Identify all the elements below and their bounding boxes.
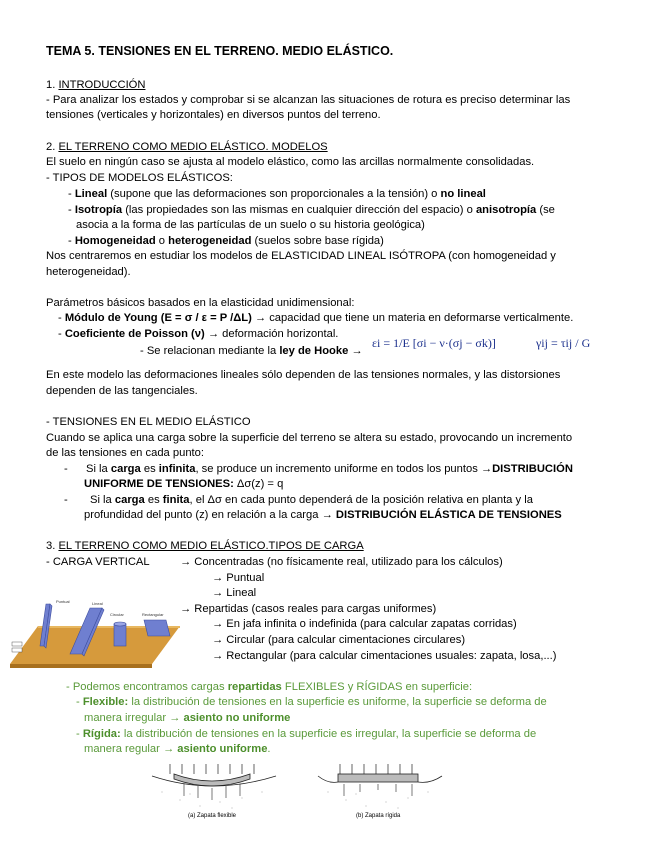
paragraph-line: dependen de las tangenciales. (46, 385, 198, 397)
load-strip: → En jafa infinita o indefinida (para calcular zapatas corridas) (212, 618, 517, 630)
bullet-finite-load-cont: profundidad del punto (z) en relación a la carga → DISTRIBUCIÓN ELÁSTICA DE TENSIONES (84, 509, 562, 521)
flexible-load: - Flexible: la distribución de tensiones en la superficie es uniforme, la superficie se deforma de (76, 696, 547, 708)
load-types-illustration (10, 596, 180, 668)
bullet-infinite-load-cont: UNIFORME DE TENSIONES: Δσ(z) = q (84, 478, 284, 490)
hooke-formula-strain: εi = 1/E [σi − ν·(σj − σk)] (372, 336, 496, 350)
model-isotropia-cont: asocia a la forma de las partículas de un suelo o su historia geológica) (76, 219, 425, 231)
model-isotropia: - Isotropía (las propiedades son las mismas en cualquier dirección del espacio) o anisotropía (se (68, 204, 555, 216)
paragraph-line: - Para analizar los estados y comprobar si se alcanzan las situaciones de rotura es preciso determinar las (46, 94, 571, 106)
bullet-dash: - (64, 494, 68, 506)
paragraph-line: El suelo en ningún caso se ajusta al modelo elástico, como las arcillas normalmente consolidadas. (46, 156, 535, 168)
rigid-load: - Rígida: la distribución de tensiones en la superficie es irregular, la superficie se deforma de (76, 728, 537, 740)
section-2-heading: 2. EL TERRENO COMO MEDIO ELÁSTICO. MODELOS (46, 141, 328, 153)
vertical-load-label: - CARGA VERTICAL (46, 556, 150, 568)
svg-text:Rectangular: Rectangular (142, 612, 164, 617)
paragraph-line: Nos centraremos en estudiar los modelos de ELASTICIDAD LINEAL ISÓTROPA (con homogeneidad y (46, 250, 556, 262)
rigid-footing-caption: (b) Zapata rígida (356, 813, 401, 819)
flexible-footing-caption: (a) Zapata flexible (188, 813, 237, 819)
load-rectangular: → Rectangular (para calcular cimentaciones usuales: zapata, losa,...) (212, 650, 557, 662)
rigid-load-cont: manera regular → asiento uniforme. (84, 743, 271, 755)
flex-rigid-intro: - Podemos encontramos cargas repartidas FLEXIBLES y RÍGIDAS en superficie: (66, 681, 473, 693)
poisson-coefficient: - Coeficiente de Poisson (ν) → deformación horizontal. (58, 328, 339, 340)
bullet-infinite-load: Si la carga es infinita, se produce un incremento uniforme en todos los puntos →DISTRIBUCIÓN (86, 463, 573, 475)
model-homogeneidad: - Homogeneidad o heterogeneidad (suelos sobre base rígida) (68, 235, 384, 247)
load-point: → Puntual (212, 572, 265, 584)
page-title: TEMA 5. TENSIONES EN EL TERRENO. MEDIO ELÁSTICO. (46, 44, 394, 58)
paragraph-line: de las tensiones en cada punto: (46, 447, 204, 459)
load-distributed: → Repartidas (casos reales para cargas uniformes) (180, 603, 437, 615)
paragraph-line: En este modelo las deformaciones lineales sólo dependen de las tensiones normales, y las distorsiones (46, 369, 561, 381)
model-lineal: - Lineal (supone que las deformaciones son proporcionales a la tensión) o no lineal (68, 188, 486, 200)
section-1-heading: 1. INTRODUCCIÓN (46, 79, 146, 91)
bullet-finite-load: Si la carga es finita, el Δσ en cada punto dependerá de la posición relativa en planta y la (90, 494, 533, 506)
load-linear: → Lineal (212, 587, 257, 599)
svg-text:Lineal: Lineal (92, 601, 103, 606)
load-concentrated: → Concentradas (no físicamente real, utilizado para los cálculos) (180, 556, 503, 568)
paragraph-line: tensiones (verticales y horizontales) en diversos puntos del terreno. (46, 109, 381, 121)
paragraph-line: Cuando se aplica una carga sobre la superficie del terreno se altera su estado, provocando un incremento (46, 432, 573, 444)
paragraph-line: heterogeneidad). (46, 266, 131, 278)
load-circular: → Circular (para calcular cimentaciones circulares) (212, 634, 466, 646)
young-modulus: - Módulo de Young (E = σ / ε = P /ΔL) → capacidad que tiene un materia en deformarse verticalmente. (58, 312, 574, 324)
section-3-heading: 3. EL TERRENO COMO MEDIO ELÁSTICO.TIPOS DE CARGA (46, 540, 364, 552)
hooke-law: - Se relacionan mediante la ley de Hooke → (140, 345, 363, 357)
params-heading: Parámetros básicos basados en la elasticidad unidimensional: (46, 297, 355, 309)
flexible-load-cont: manera irregular → asiento no uniforme (84, 712, 291, 724)
svg-text:Puntual: Puntual (56, 599, 70, 604)
hooke-formula-shear: γij = τij / G (536, 336, 591, 350)
tensions-heading: - TENSIONES EN EL MEDIO ELÁSTICO (46, 416, 251, 428)
models-heading: - TIPOS DE MODELOS ELÁSTICOS: (46, 172, 233, 184)
bullet-dash: - (64, 463, 68, 475)
svg-text:Circular: Circular (110, 612, 124, 617)
